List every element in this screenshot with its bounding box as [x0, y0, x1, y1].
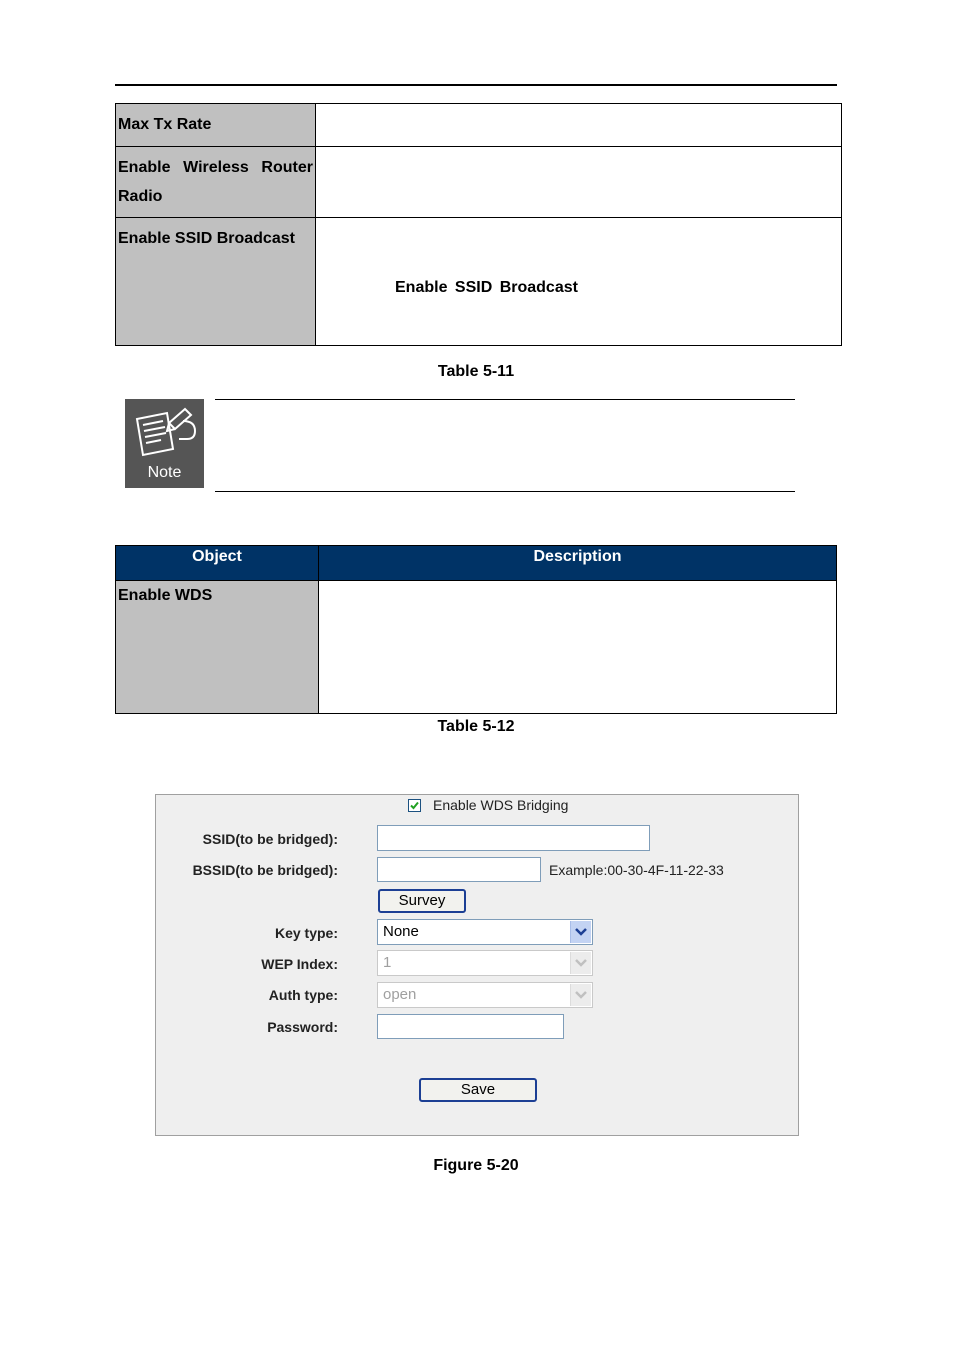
table-caption: Table 5-11 [437, 363, 515, 380]
table-cell-description [319, 581, 837, 714]
note-icon [125, 399, 204, 488]
key-type-select[interactable] [377, 919, 593, 945]
table-cell-object [116, 147, 316, 218]
note-bottom-rule [215, 491, 795, 492]
bssid-input[interactable] [377, 857, 541, 882]
note-top-rule [215, 399, 795, 400]
table-caption: Table 5-12 [437, 718, 515, 735]
table-cell-object-line1: Enable Wireless Router [118, 159, 313, 176]
wep-index-value: 1 [383, 954, 392, 971]
column-header-description: Description [319, 546, 837, 581]
table-row [116, 581, 837, 714]
auth-type-select[interactable] [377, 982, 593, 1008]
table-cell-object: Max Tx Rate [116, 104, 316, 147]
figure-caption: Figure 5-20 [433, 1157, 519, 1174]
key-type-label: Key type: [274, 925, 338, 941]
checkmark-icon [409, 800, 420, 811]
chevron-down-icon [570, 952, 591, 974]
bssid-example: Example:00-30-4F-11-22-33 [549, 862, 724, 878]
table-cell-description [316, 147, 842, 218]
ssid-input[interactable] [377, 825, 650, 851]
ssid-label: SSID(to be bridged): [202, 831, 338, 847]
auth-type-label: Auth type: [268, 987, 338, 1003]
chevron-down-icon [570, 984, 591, 1006]
enable-wds-checkbox[interactable] [408, 799, 421, 812]
note-label: Note [147, 464, 182, 481]
table-cell-object: Enable WDS [116, 581, 319, 714]
table-header-row [116, 546, 837, 581]
table-5-11 [115, 103, 842, 346]
auth-type-value: open [383, 986, 417, 1003]
table-cell-object: Enable SSID Broadcast [116, 218, 316, 346]
table-5-12 [115, 545, 837, 714]
wep-index-select[interactable] [377, 950, 593, 976]
table-row [116, 147, 842, 218]
page-header-rule [115, 84, 837, 86]
enable-wds-label: Enable WDS Bridging [433, 797, 569, 813]
bssid-label: BSSID(to be bridged): [192, 862, 338, 878]
wep-index-label: WEP Index: [261, 956, 338, 972]
table-cell-description [316, 104, 842, 147]
inline-bold-term: Enable SSID Broadcast [395, 279, 578, 296]
table-cell-object-line2: Radio [118, 188, 163, 205]
password-input[interactable] [377, 1014, 564, 1039]
wds-settings-form [155, 794, 799, 1136]
column-header-object: Object [116, 546, 319, 581]
table-row [116, 104, 842, 147]
survey-button[interactable]: Survey [378, 889, 466, 913]
save-button[interactable]: Save [419, 1078, 537, 1102]
key-type-value: None [383, 923, 419, 940]
password-label: Password: [267, 1019, 338, 1035]
chevron-down-icon [570, 921, 591, 943]
